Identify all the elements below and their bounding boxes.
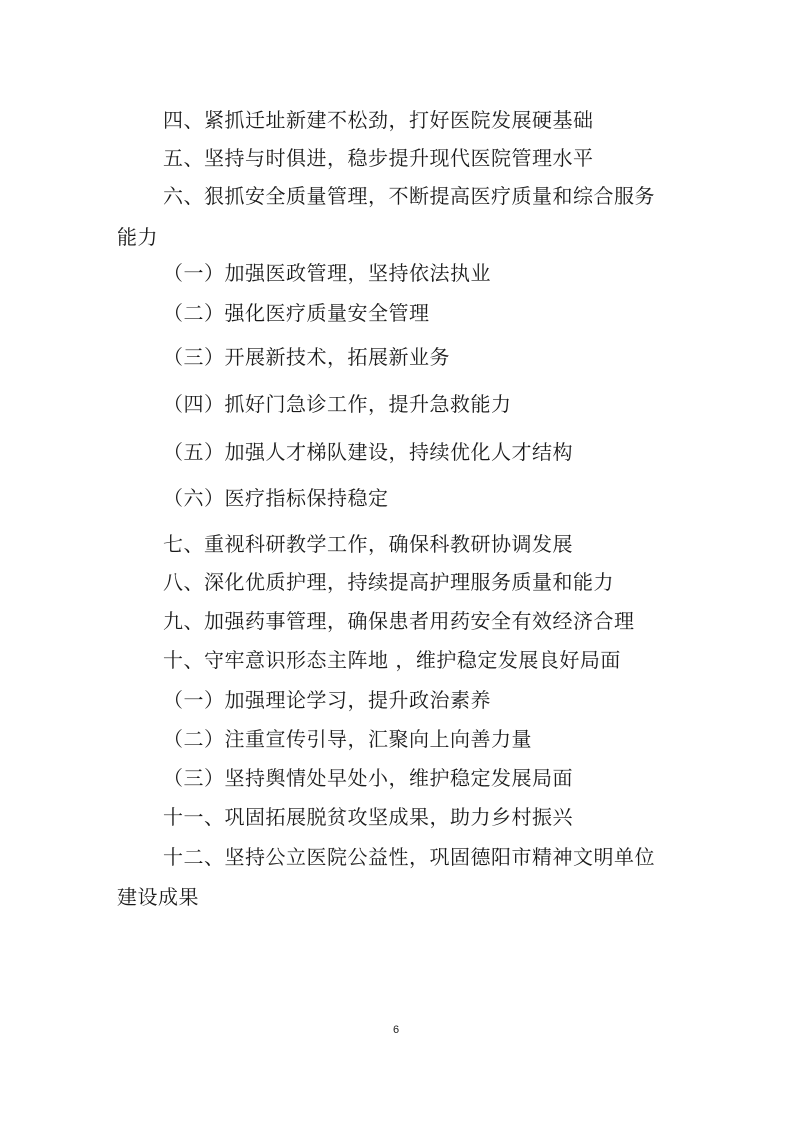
subsection-10-2: （二）注重宣传引导，汇聚向上向善力量	[163, 727, 532, 751]
section-heading-6: 六、狠抓安全质量管理，不断提高医疗质量和综合服务	[163, 184, 655, 208]
subsection-6-3: （三）开展新技术，拓展新业务	[163, 345, 450, 369]
subsection-6-6: （六）医疗指标保持稳定	[163, 486, 389, 510]
section-heading-8: 八、深化优质护理，持续提高护理服务质量和能力	[163, 570, 614, 594]
section-heading-12: 十二、坚持公立医院公益性，巩固德阳市精神文明单位	[163, 845, 655, 869]
section-heading-10: 十、守牢意识形态主阵地 ，维护稳定发展良好局面	[163, 648, 621, 672]
subsection-6-4: （四）抓好门急诊工作，提升急救能力	[163, 392, 512, 416]
section-heading-6-continuation: 能力	[117, 225, 158, 249]
subsection-6-1: （一）加强医政管理，坚持依法执业	[163, 261, 491, 285]
subsection-10-1: （一）加强理论学习，提升政治素养	[163, 688, 491, 712]
section-heading-7: 七、重视科研教学工作，确保科教研协调发展	[163, 532, 573, 556]
section-heading-9: 九、加强药事管理，确保患者用药安全有效经济合理	[163, 609, 635, 633]
subsection-10-3: （三）坚持舆情处早处小，维护稳定发展局面	[163, 766, 573, 790]
subsection-6-2: （二）强化医疗质量安全管理	[163, 301, 430, 325]
subsection-6-5: （五）加强人才梯队建设，持续优化人才结构	[163, 440, 573, 464]
section-heading-12-continuation: 建设成果	[117, 885, 199, 909]
section-heading-11: 十一、巩固拓展脱贫攻坚成果，助力乡村振兴	[163, 805, 573, 829]
section-heading-5: 五、坚持与时俱进，稳步提升现代医院管理水平	[163, 146, 594, 170]
page-number: 6	[392, 1024, 400, 1036]
section-heading-4: 四、紧抓迁址新建不松劲，打好医院发展硬基础	[163, 108, 594, 132]
